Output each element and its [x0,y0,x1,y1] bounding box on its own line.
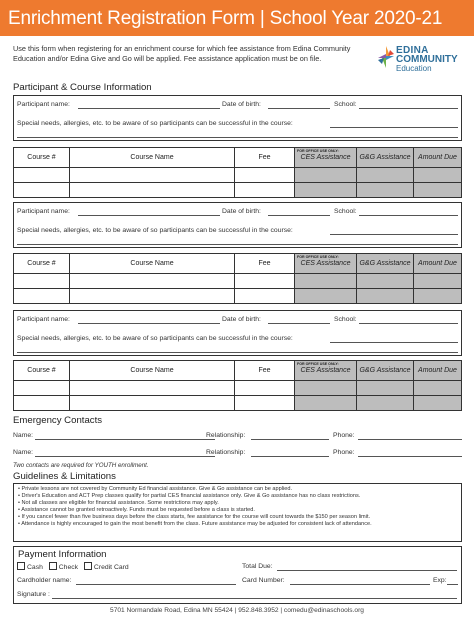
ec-relationship-label: Relationship: [206,449,246,456]
signature-label: Signature : [17,591,50,598]
col-ces-assistance [295,361,357,380]
dob-label: Date of birth: [222,208,261,215]
signature-field[interactable] [52,598,457,599]
ec-relationship-label: Relationship: [206,432,246,439]
col-course-number: Course # [14,254,70,273]
guideline-item: • Private lessons are not covered by Community Ed financial assistance. Give & Go assistance can be applied. [18,486,457,493]
col-ces-label: CES Assistance [300,260,351,267]
logo-line1: EDINA [396,45,429,56]
office-use-label: FOR OFFICE USE ONLY: [297,149,339,153]
cash-checkbox[interactable] [17,562,25,570]
school-label: School: [334,316,357,323]
participant-block-2 [13,202,462,248]
ec-phone-label: Phone: [333,449,355,456]
ec-name-label: Name: [13,449,34,456]
special-needs-label: Special needs, allergies, etc. to be aware of so participants can be successful in the course: [17,335,293,342]
footer-address: 5701 Normandale Road, Edina MN 55424 | 952.848.3952 | comedu@edinaschools.org [110,607,364,614]
payment-box [13,546,462,604]
dob-field[interactable] [268,323,330,324]
special-needs-field[interactable] [330,342,458,343]
dob-field[interactable] [268,108,330,109]
table-row[interactable] [14,380,461,395]
intro-text: Use this form when registering for an enrichment course for which fee assistance from Edina Community Education and/or Edina Give and Go will be applied. Fee assistance application must be on file. [13,44,351,63]
credit-card-checkbox[interactable] [84,562,92,570]
table-row[interactable] [14,288,461,303]
exp-field[interactable] [447,584,458,585]
office-use-label: FOR OFFICE USE ONLY: [297,255,339,259]
participant-block-1 [13,95,462,141]
ec-relationship-field[interactable] [251,439,329,440]
ec-phone-field[interactable] [358,439,462,440]
participant-block-3 [13,310,462,356]
ec-phone-label: Phone: [333,432,355,439]
school-label: School: [334,101,357,108]
school-field[interactable] [359,108,458,109]
col-course-number: Course # [14,148,70,167]
special-needs-field-line2[interactable] [17,352,458,353]
col-ces-assistance [295,254,357,273]
col-gg-assistance: G&G Assistance [357,148,414,167]
emergency-contact-1 [13,432,462,442]
table-row[interactable] [14,182,461,197]
emergency-heading: Emergency Contacts [13,415,103,426]
school-label: School: [334,208,357,215]
guideline-item: • Not all classes are eligible for financial assistance. Some restrictions may apply. [18,500,457,507]
cash-label: Cash [27,564,43,571]
ec-phone-field[interactable] [358,456,462,457]
col-course-name: Course Name [70,254,235,273]
col-course-name: Course Name [70,148,235,167]
participant-name-field[interactable] [78,108,220,109]
special-needs-field-line2[interactable] [17,137,458,138]
guideline-item: • Attendance is highly encouraged to gain the most benefit from the class. Future assistance may be adjusted for consistent lack of attendance. [18,521,457,528]
school-field[interactable] [359,215,458,216]
edina-logo [376,42,468,82]
col-amount-due: Amount Due [414,361,461,380]
logo-line2: COMMUNITY [396,54,458,65]
dob-field[interactable] [268,215,330,216]
pinwheel-logo-icon [376,44,396,74]
special-needs-label: Special needs, allergies, etc. to be aware of so participants can be successful in the course: [17,120,293,127]
participant-name-field[interactable] [78,323,220,324]
card-number-field[interactable] [290,584,430,585]
emergency-note: Two contacts are required for YOUTH enrollment. [13,462,149,469]
cardholder-field[interactable] [76,584,236,585]
exp-label: Exp: [433,577,447,584]
emergency-contact-2 [13,449,462,459]
dob-label: Date of birth: [222,101,261,108]
col-fee: Fee [235,148,295,167]
col-course-name: Course Name [70,361,235,380]
participant-name-label: Participant name: [17,316,70,323]
col-ces-label: CES Assistance [300,367,351,374]
course-table-2 [13,253,462,304]
school-field[interactable] [359,323,458,324]
ec-name-field[interactable] [35,456,215,457]
course-table-1 [13,147,462,198]
special-needs-label: Special needs, allergies, etc. to be aware of so participants can be successful in the course: [17,227,293,234]
payment-heading: Payment Information [18,549,107,560]
col-course-number: Course # [14,361,70,380]
col-gg-assistance: G&G Assistance [357,254,414,273]
special-needs-field[interactable] [330,127,458,128]
ec-relationship-field[interactable] [251,456,329,457]
special-needs-field-line2[interactable] [17,244,458,245]
col-amount-due: Amount Due [414,254,461,273]
col-gg-assistance: G&G Assistance [357,361,414,380]
table-row[interactable] [14,273,461,288]
form-title: Enrichment Registration Form | School Year 2020-21 [0,0,474,36]
check-checkbox[interactable] [49,562,57,570]
course-table-3 [13,360,462,411]
guidelines-heading: Guidelines & Limitations [13,471,116,482]
guideline-item: • Driver's Education and ACT Prep classes qualify for partial CES financial assistance only. Give & Go assistance has no class restrictions. [18,493,457,500]
special-needs-field[interactable] [330,234,458,235]
guidelines-box [13,483,462,542]
card-number-label: Card Number: [242,577,285,584]
col-amount-due: Amount Due [414,148,461,167]
table-row[interactable] [14,395,461,410]
participant-name-label: Participant name: [17,208,70,215]
table-row[interactable] [14,167,461,182]
dob-label: Date of birth: [222,316,261,323]
guideline-item: • Assistance cannot be granted retroactively. Funds must be requested before a class is started. [18,507,457,514]
col-ces-assistance [295,148,357,167]
total-due-field[interactable] [277,570,457,571]
payment-methods [17,562,129,571]
credit-card-label: Credit Card [93,564,129,571]
office-use-label: FOR OFFICE USE ONLY: [297,362,339,366]
participant-name-label: Participant name: [17,101,70,108]
check-label: Check [58,564,79,571]
total-due-label: Total Due: [242,563,273,570]
participant-heading: Participant & Course Information [13,82,152,93]
logo-line3: Education [396,64,432,73]
cardholder-label: Cardholder name: [17,577,72,584]
col-fee: Fee [235,254,295,273]
ec-name-field[interactable] [35,439,215,440]
guideline-item: • If you cancel fewer than five business days before the class starts, fee assistance for the course will count towards the $150 per season limit. [18,514,457,521]
ec-name-label: Name: [13,432,34,439]
col-fee: Fee [235,361,295,380]
participant-name-field[interactable] [78,215,220,216]
col-ces-label: CES Assistance [300,154,351,161]
